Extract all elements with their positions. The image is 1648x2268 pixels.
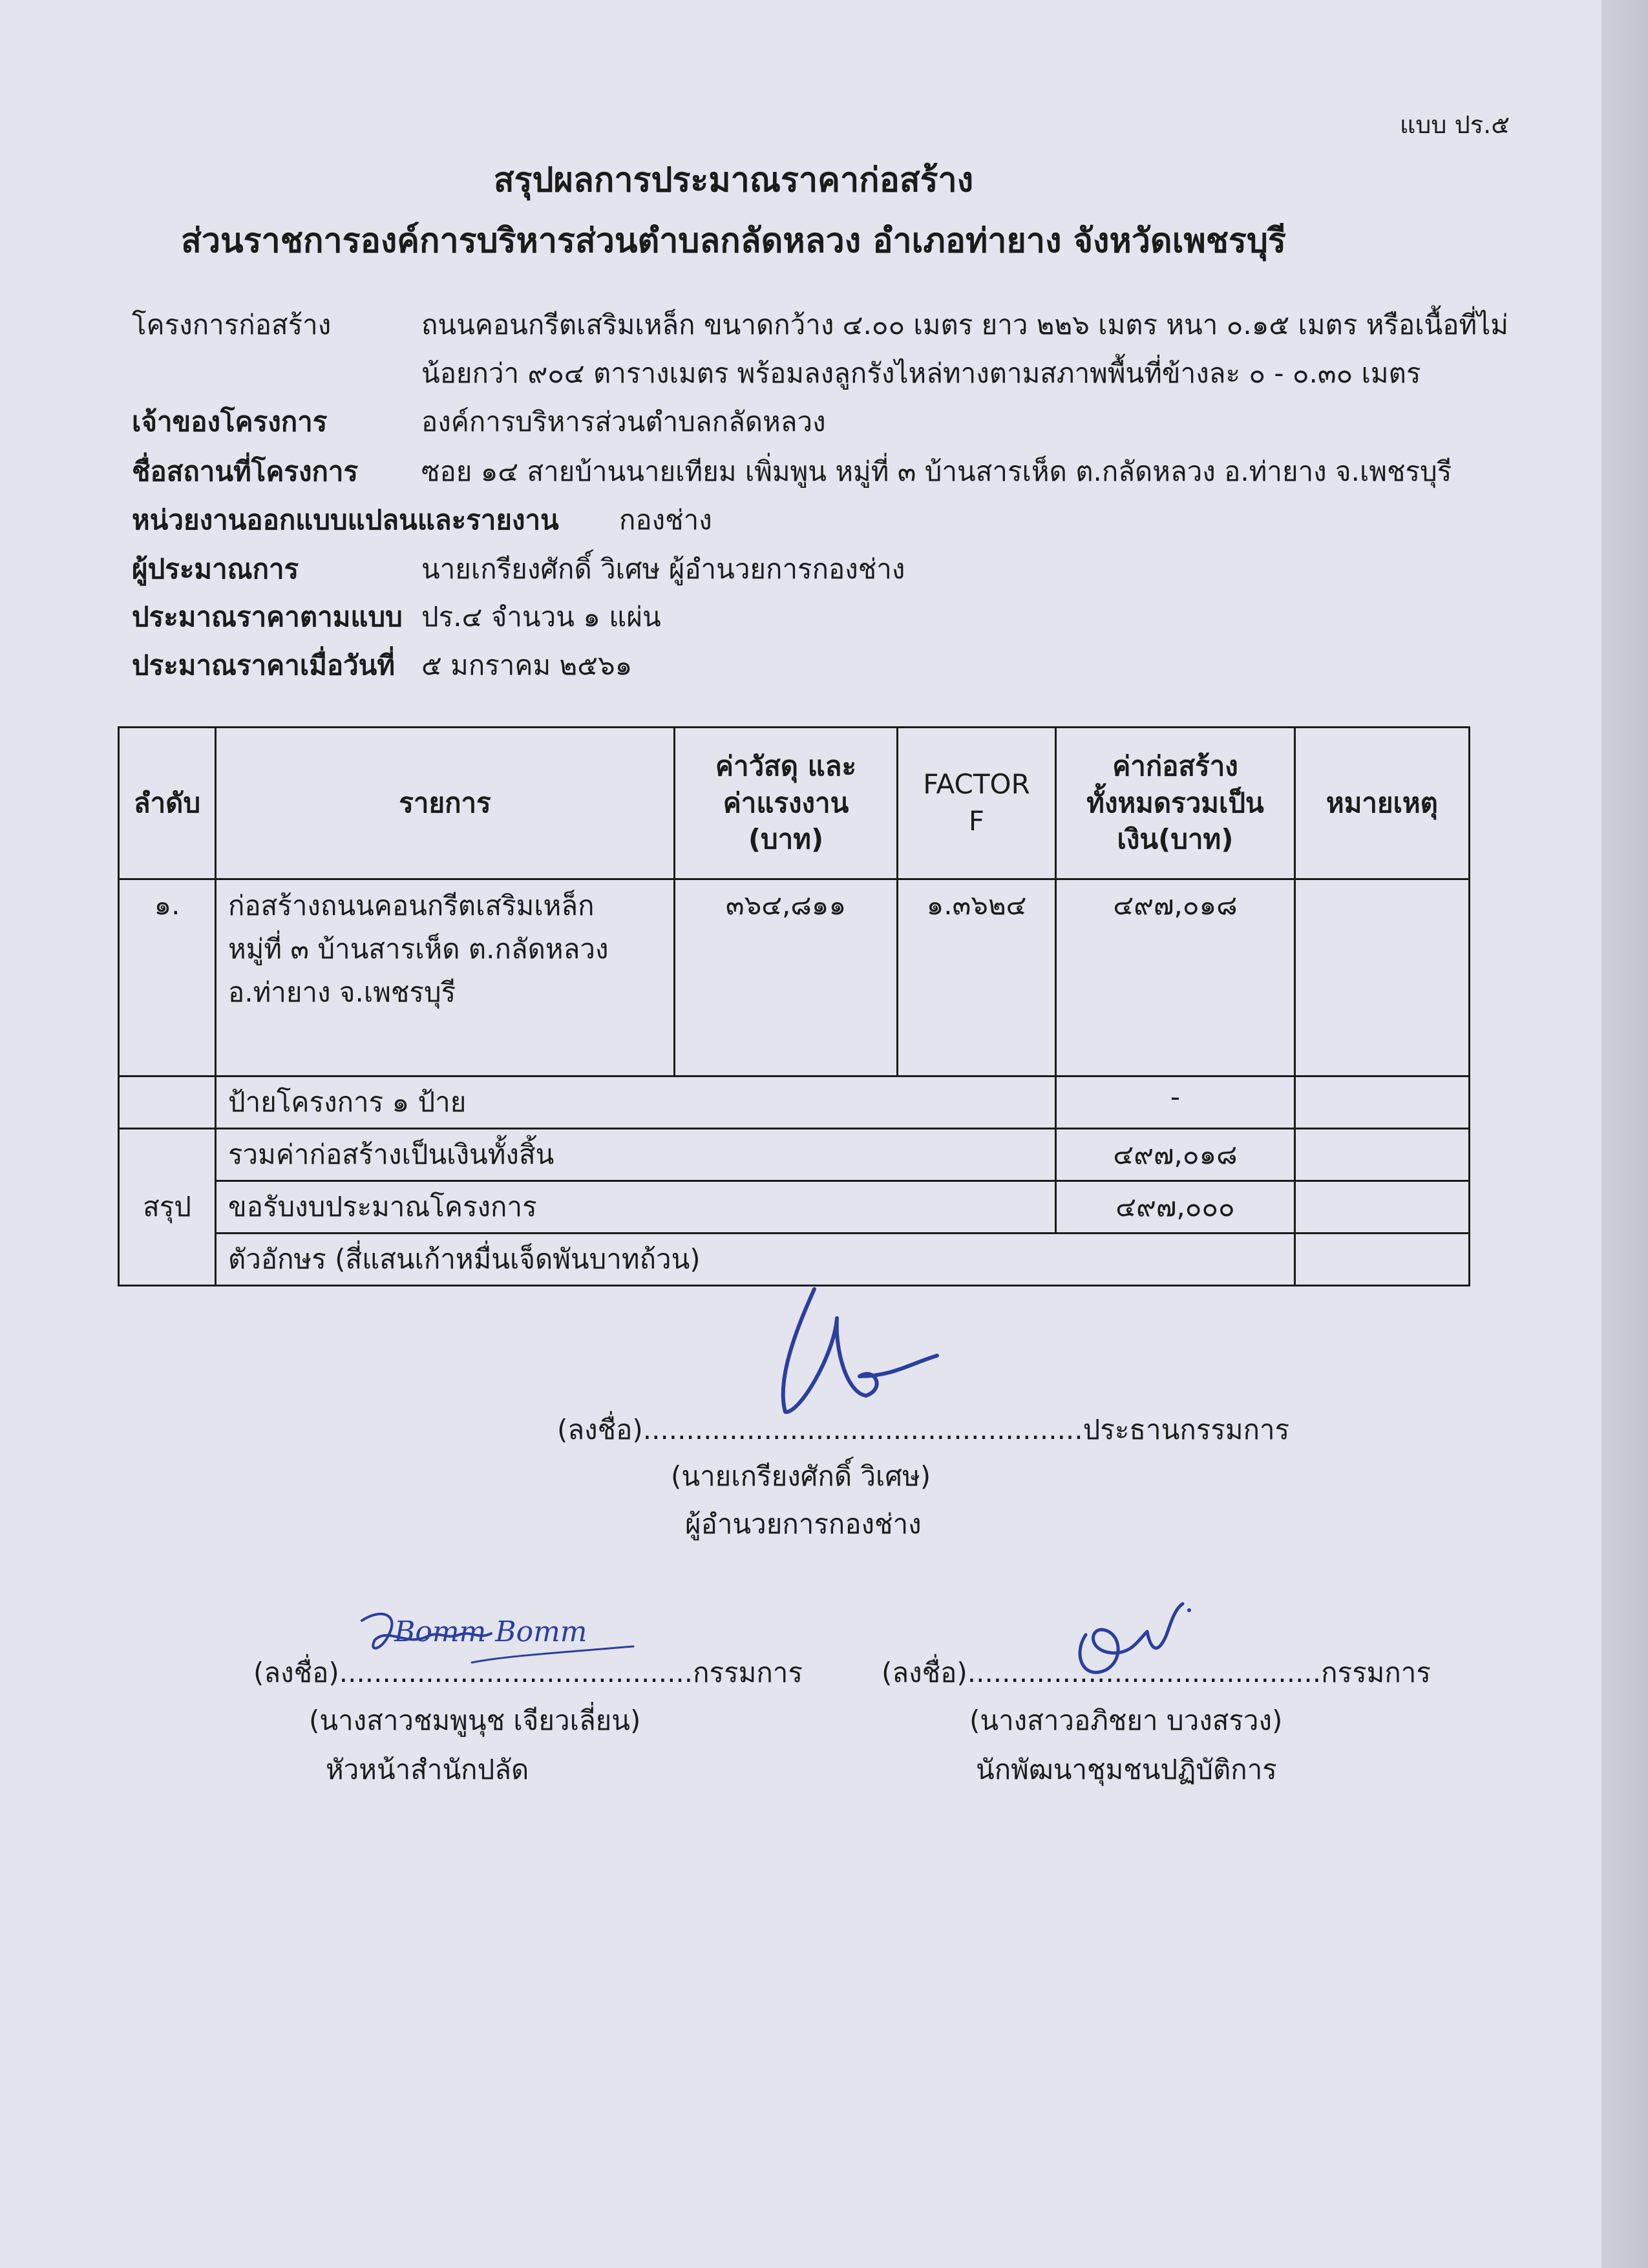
project-value-line1: ถนนคอนกรีตเสริมเหล็ก ขนาดกว้าง ๔.๐๐ เมตร ยาว ๒๒๖ เมตร หนา ๐.๑๕ เมตร หรือเนื้อที่ไม่ [421,309,1508,341]
summary-total-remark [1295,1129,1470,1181]
summary-budget-row [119,1181,1470,1234]
row1-material: ๓๖๔,๘๑๑ [675,879,898,1076]
chair-position: ผู้อำนวยการกองช่าง [685,1508,922,1540]
summary-budget-value: ๔๙๗,๐๐๐ [1056,1181,1295,1234]
form-ref-value: ปร.๔ จำนวน ๑ แผ่น [421,601,661,633]
chair-signature [763,1279,956,1428]
form-code: แบบ ปร.๕ [1399,110,1510,139]
form-ref-label: ประมาณราคาตามแบบ [132,601,403,633]
header-no: ลำดับ [119,728,216,879]
member1-sign-line: (ลงชื่อ).........................................กรรมการ [253,1657,803,1688]
document-subtitle: ส่วนราชการองค์การบริหารส่วนตำบลกลัดหลวง อำเภอท่ายาง จังหวัดเพชรบุรี [181,222,1286,260]
design-unit-value: กองช่าง [619,504,712,536]
estimator-label: ผู้ประมาณการ [132,553,299,585]
header-total: ค่าก่อสร้าง ทั้งหมดรวมเป็น เงิน(บาท) [1056,728,1295,879]
header-item: รายการ [216,728,675,879]
member2-name: (นางสาวอภิชยา บวงสรวง) [969,1705,1283,1736]
summary-budget-label: ขอรับงบประมาณโครงการ [216,1181,1056,1234]
header-material-labor: ค่าวัสดุ และ ค่าแรงงาน (บาท) [675,728,898,879]
member2-position: นักพัฒนาชุมชนปฏิบัติการ [976,1754,1277,1785]
summary-words-row [119,1234,1470,1286]
summary-total-label: รวมค่าก่อสร้างเป็นเงินทั้งสิ้น [216,1129,1056,1181]
summary-label: สรุป [119,1129,216,1286]
chair-sign-line: (ลงชื่อ)...................................................ประธานกรรมการ [557,1414,1290,1445]
summary-words: ตัวอักษร (สี่แสนเก้าหมื่นเจ็ดพันบาทถ้วน) [216,1234,1295,1286]
location-label: ชื่อสถานที่โครงการ [132,456,359,487]
summary-total-value: ๔๙๗,๐๑๘ [1056,1129,1295,1181]
location-value: ซอย ๑๔ สายบ้านนายเทียม เพิ่มพูน หมู่ที่ ๓ บ้านสารเห็ด ต.กลัดหลวง อ.ท่ายาง จ.เพชรบุรี [421,456,1452,487]
scan-edge [1601,0,1648,2268]
project-value-line2: น้อยกว่า ๙๐๔ ตารางเมตร พร้อมลงลูกรังไหล่ทางตามสภาพพื้นที่ข้างละ ๐ - ๐.๓๐ เมตร [421,357,1421,389]
table-row [119,879,1470,1076]
row2-total: - [1056,1076,1295,1129]
member1-signature-text: Bomm Bomm [394,1615,587,1648]
table-header-row [119,728,1470,879]
chair-name: (นายเกรียงศักดิ์ วิเศษ) [671,1460,931,1492]
row1-item: ก่อสร้างถนนคอนกรีตเสริมเหล็ก หมู่ที่ ๓ บ้านสารเห็ด ต.กลัดหลวง อ.ท่ายาง จ.เพชรบุรี [216,879,675,1076]
header-remark: หมายเหตุ [1295,728,1470,879]
member1-position: หัวหน้าสำนักปลัด [326,1754,529,1785]
table-row [119,1076,1470,1129]
row2-item: ป้ายโครงการ ๑ ป้าย [216,1076,1056,1129]
date-label: ประมาณราคาเมื่อวันที่ [132,649,396,681]
member1-name: (นางสาวชมพูนุช เจียวเลี่ยน) [309,1705,641,1736]
date-value: ๕ มกราคม ๒๕๖๑ [421,649,633,681]
project-label: โครงการก่อสร้าง [132,309,332,341]
row1-no: ๑. [119,879,216,1076]
member2-sign-line: (ลงชื่อ).........................................กรรมการ [882,1657,1431,1688]
estimate-table [118,726,1470,1286]
document-title: สรุปผลการประมาณราคาก่อสร้าง [493,161,974,200]
header-factor: FACTOR F [898,728,1056,879]
summary-total-row [119,1129,1470,1181]
design-unit-label: หน่วยงานออกแบบแปลนและรายงาน [132,504,559,536]
row1-total: ๔๙๗,๐๑๘ [1056,879,1295,1076]
owner-label: เจ้าของโครงการ [132,406,328,437]
summary-words-remark [1295,1234,1470,1286]
summary-budget-remark [1295,1181,1470,1234]
row1-factor: ๑.๓๖๒๔ [898,879,1056,1076]
row2-remark [1295,1076,1470,1129]
estimator-value: นายเกรียงศักดิ์ วิเศษ ผู้อำนวยการกองช่าง [421,553,905,585]
owner-value: องค์การบริหารส่วนตำบลกลัดหลวง [421,406,826,437]
row1-remark [1295,879,1470,1076]
row2-no [119,1076,216,1129]
